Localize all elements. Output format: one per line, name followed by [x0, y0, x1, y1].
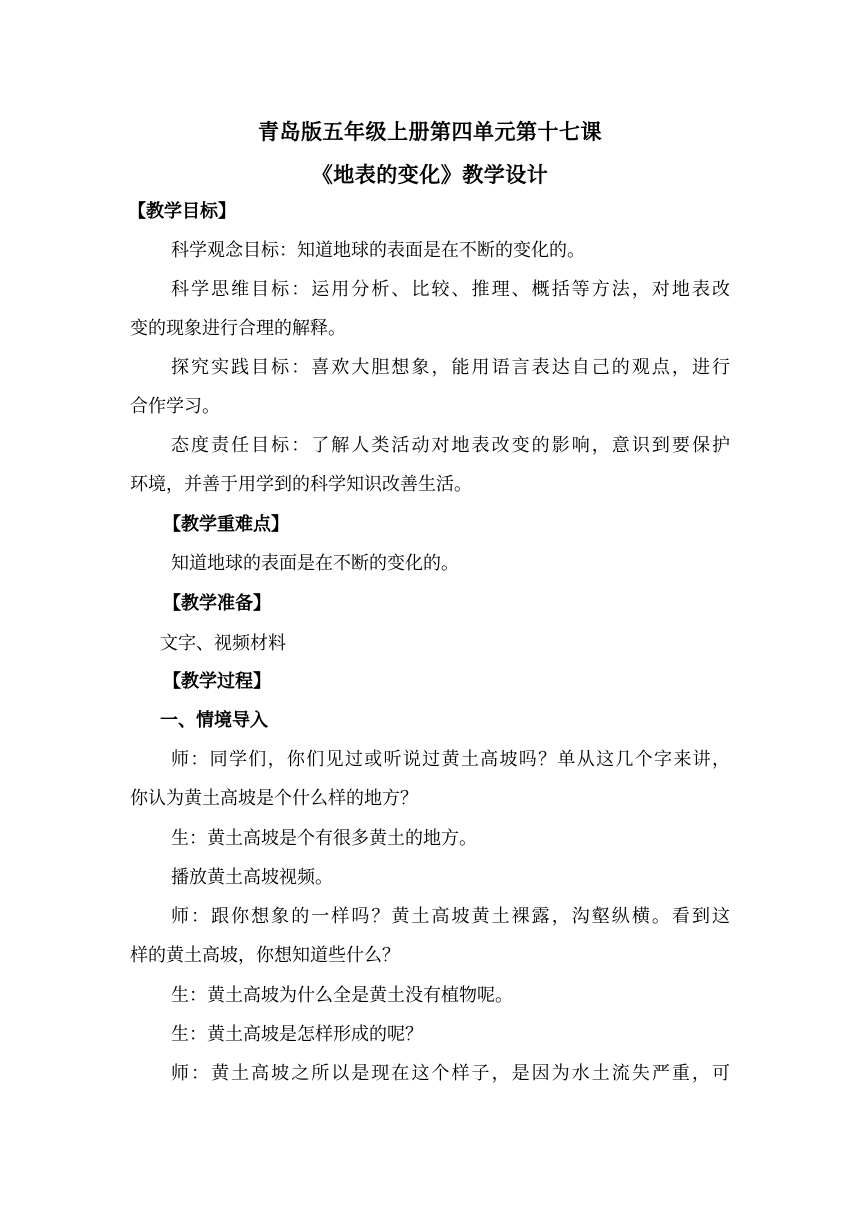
paragraph-teacher-3-line1: 师：黄土高坡之所以是现在这个样子，是因为水土流失严重，可 [171, 1063, 730, 1084]
paragraph-student-3: 生：黄土高坡是怎样形成的呢？ [171, 1024, 423, 1045]
paragraph-objective-3-line2: 合作学习。 [130, 396, 220, 417]
paragraph-objective-1: 科学观念目标：知道地球的表面是在不断的变化的。 [171, 240, 585, 261]
paragraph-video-note: 播放黄土高坡视频。 [171, 867, 333, 888]
paragraph-keypoint: 知道地球的表面是在不断的变化的。 [171, 553, 459, 574]
paragraph-teacher-2-line1: 师：跟你想象的一样吗？黄土高坡黄土裸露，沟壑纵横。看到这 [171, 906, 730, 927]
step-heading-situation-intro: 一、情境导入 [160, 710, 268, 731]
paragraph-objective-3-line1: 探究实践目标：喜欢大胆想象，能用语言表达自己的观点，进行 [171, 357, 730, 378]
paragraph-objective-2-line2: 变的现象进行合理的解释。 [130, 318, 346, 339]
paragraph-teacher-1-line1: 师：同学们，你们见过或听说过黄土高坡吗？单从这几个字来讲， [171, 749, 730, 770]
paragraph-objective-4-line1: 态度责任目标：了解人类活动对地表改变的影响，意识到要保护 [171, 435, 730, 456]
document-title-line1: 青岛版五年级上册第四单元第十七课 [258, 120, 602, 144]
paragraph-teacher-2-line2: 样的黄土高坡，你想知道些什么？ [130, 945, 400, 966]
paragraph-student-2: 生：黄土高坡为什么全是黄土没有植物呢。 [171, 985, 513, 1006]
paragraph-objective-4-line2: 环境，并善于用学到的科学知识改善生活。 [130, 474, 472, 495]
paragraph-teacher-1-line2: 你认为黄土高坡是个什么样的地方？ [130, 788, 418, 809]
paragraph-objective-2-line1: 科学思维目标：运用分析、比较、推理、概括等方法，对地表改 [171, 279, 730, 300]
document-title-line2: 《地表的变化》教学设计 [311, 163, 549, 187]
paragraph-student-1: 生：黄土高坡是个有很多黄土的地方。 [171, 828, 477, 849]
section-heading-preparation: 【教学准备】 [163, 593, 271, 614]
section-heading-process: 【教学过程】 [163, 671, 271, 692]
paragraph-preparation: 文字、视频材料 [160, 633, 286, 654]
section-heading-keypoints: 【教学重难点】 [163, 514, 289, 535]
section-heading-objectives: 【教学目标】 [128, 201, 236, 222]
